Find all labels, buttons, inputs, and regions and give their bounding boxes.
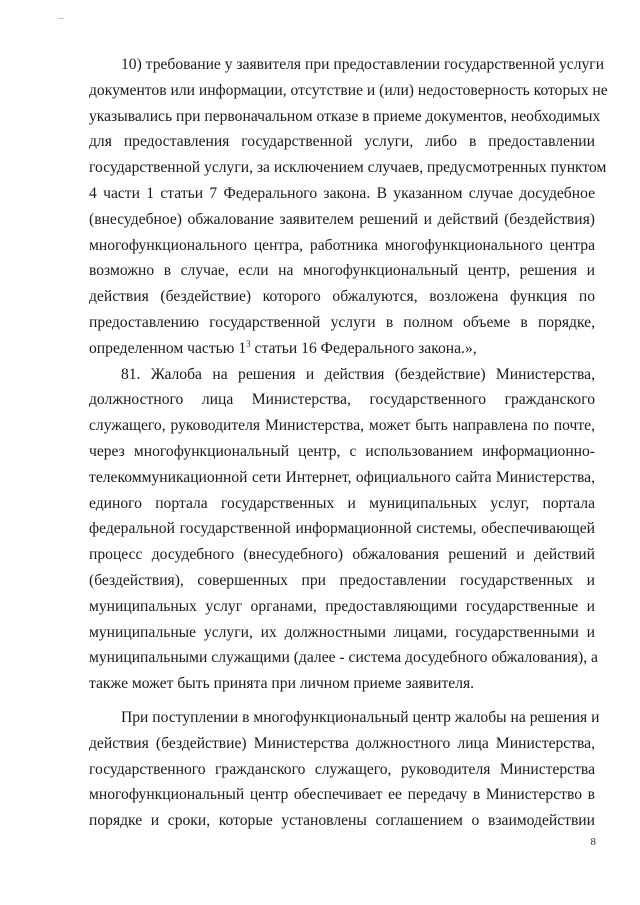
text-line: единого портала государственных и муниципальных услуг, портала bbox=[89, 494, 595, 512]
text-line: также может быть принята при личном приеме заявителя. bbox=[89, 675, 475, 693]
text-line: возможно в случае, если на многофункциональный центр, решения и bbox=[89, 262, 595, 280]
text-line: многофункционального центра, работника многофункционального центра bbox=[89, 236, 595, 254]
text-line: (бездействия), совершенных при предоставлении государственных и bbox=[89, 571, 595, 589]
paragraph-item-81 bbox=[89, 362, 598, 697]
text-line: через многофункциональный центр, с использованием информационно- bbox=[89, 442, 595, 460]
text-line: для предоставления государственной услуги, либо в предоставлении bbox=[89, 133, 595, 151]
text-line: муниципальных услуг органами, предоставляющими государственные и bbox=[89, 597, 595, 615]
text-line: 10) требование у заявителя при предоставлении государственной услуги bbox=[121, 56, 605, 73]
law-reference-text: определенном частью 1 bbox=[89, 339, 247, 357]
paragraph-mfc-complaint bbox=[89, 705, 600, 834]
law-reference-tail: статьи 16 Федерального закона.», bbox=[250, 339, 477, 357]
text-line: государственной услуги, за исключением случаев, предусмотренных пунктом bbox=[89, 159, 607, 177]
text-line: указывались при первоначальном отказе в приеме документов, необходимых bbox=[89, 107, 601, 125]
text-line: процесс досудебного (внесудебного) обжалования решений и действий bbox=[89, 546, 595, 564]
scan-mark bbox=[58, 18, 64, 19]
text-line: 81. Жалоба на решения и действия (бездействие) Министерства, bbox=[121, 365, 595, 383]
text-line: федеральной государственной информационной системы, обеспечивающей bbox=[89, 520, 595, 538]
paragraph-spacer bbox=[89, 697, 595, 705]
paragraph-item-10 bbox=[89, 52, 608, 362]
text-line: телекоммуникационной сети Интернет, официального сайта Министерства, bbox=[89, 468, 595, 486]
text-line: государственного гражданского служащего, руководителя Министерства bbox=[89, 760, 595, 778]
text-line: При поступлении в многофункциональный центр жалобы на решения и bbox=[121, 708, 600, 726]
text-line: документов или информации, отсутствие и (или) недостоверность которых не bbox=[89, 81, 608, 99]
text-line: порядке и сроки, которые установлены соглашением о взаимодействии bbox=[89, 812, 595, 830]
superscript-number: 3 bbox=[246, 338, 251, 349]
page-number: 8 bbox=[590, 836, 596, 848]
text-line: 4 части 1 статьи 7 Федерального закона. В указанном случае досудебное bbox=[89, 184, 595, 202]
text-line: предоставлению государственной услуги в полном объеме в порядке, bbox=[89, 313, 595, 331]
text-line: действия (бездействие) которого обжалуются, возложена функция по bbox=[89, 288, 595, 306]
text-line: муниципальные услуги, их должностными лицами, государственными и bbox=[89, 623, 595, 641]
text-line: муниципальными служащими (далее - система досудебного обжалования), а bbox=[89, 649, 598, 667]
document-body bbox=[89, 52, 608, 834]
text-line: действия (бездействие) Министерства должностного лица Министерства, bbox=[89, 734, 595, 752]
text-line: служащего, руководителя Министерства, может быть направлена по почте, bbox=[89, 417, 595, 435]
text-line: многофункциональный центр обеспечивает ее передачу в Министерство в bbox=[89, 786, 595, 804]
text-line: должностного лица Министерства, государственного гражданского bbox=[89, 391, 595, 409]
text-line: (внесудебное) обжалование заявителем решений и действий (бездействия) bbox=[89, 210, 595, 228]
text-line bbox=[89, 336, 595, 362]
